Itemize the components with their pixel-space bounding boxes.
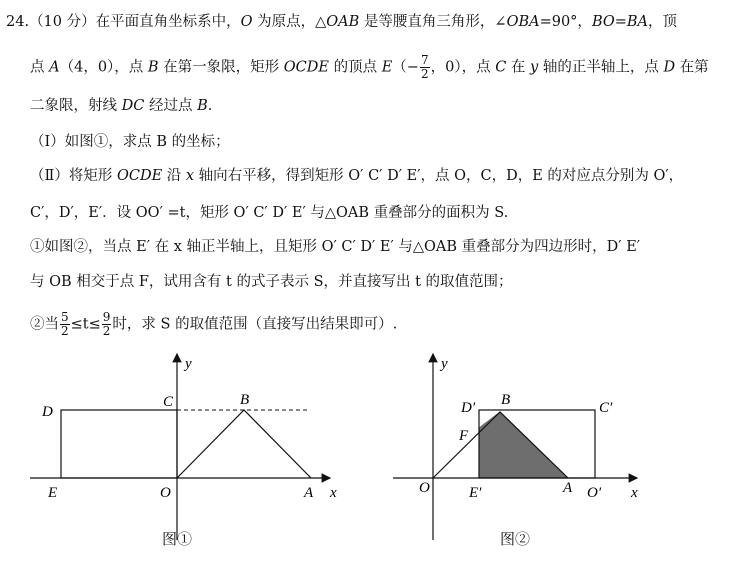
frac-den: 2 <box>420 67 429 81</box>
label-D-prime: D′ <box>461 400 476 416</box>
var: y <box>530 59 539 76</box>
problem-line-3 <box>30 96 212 116</box>
label-F: F <box>459 428 469 444</box>
label-B: B <box>501 392 511 408</box>
text: （− <box>392 59 419 76</box>
label-O: O <box>419 480 430 496</box>
problem-score: （10 分） <box>29 14 96 30</box>
rectangle-ocde <box>61 410 177 478</box>
text: 在第 <box>675 59 709 76</box>
text: 经过点 <box>144 98 198 114</box>
frac-den: 2 <box>61 324 69 338</box>
text: 点 <box>30 59 50 76</box>
label-A: A <box>304 485 314 501</box>
var: B <box>147 59 159 76</box>
text: 二象限，射线 <box>30 98 122 114</box>
var: D <box>663 59 676 76</box>
var: OBA <box>506 14 540 30</box>
text: 时，求 S 的取值范围（直接写出结果即可）. <box>112 316 398 333</box>
figure-1-caption: 图① <box>162 530 193 548</box>
label-O: O <box>160 485 171 501</box>
text: ，顶 <box>648 14 678 30</box>
label-A: A <box>563 480 573 496</box>
frac-num: 9 <box>102 310 111 324</box>
text: （4，0），点 <box>59 59 148 76</box>
var: OCDE <box>283 59 329 76</box>
var: BO=BA <box>591 14 649 30</box>
label-O-prime: O′ <box>587 485 602 501</box>
overlap-region <box>479 412 568 478</box>
frac-num: 7 <box>420 53 429 67</box>
problem-subpart-1: ①如图②，当点 E′ 在 x 轴正半轴上，且矩形 O′ C′ D′ E′ 与△OAB 重叠部分为四边形时，D′ E′ <box>30 239 641 255</box>
label-y: y <box>441 356 448 372</box>
problem-part-2 <box>30 166 683 186</box>
text: 沿 <box>162 168 186 184</box>
label-E: E <box>48 485 58 501</box>
text: . <box>207 98 213 114</box>
figure-2-caption: 图② <box>500 530 531 548</box>
var: A <box>49 59 60 76</box>
text: ，0），点 <box>430 59 496 76</box>
var: OCDE <box>116 168 163 184</box>
text: 的顶点 <box>328 59 382 76</box>
fraction-9-2 <box>102 311 112 338</box>
text: （Ⅱ）将矩形 <box>30 168 117 184</box>
text: =90°， <box>539 14 592 30</box>
var: x <box>185 168 195 184</box>
problem-number: 24. <box>6 14 30 30</box>
var: OAB <box>326 14 360 30</box>
label-E-prime: E′ <box>469 485 482 501</box>
var: O <box>240 14 253 30</box>
text: ②当 <box>30 316 59 333</box>
label-x: x <box>631 485 638 501</box>
text: ≤t≤ <box>70 316 101 333</box>
label-C: C <box>163 394 174 410</box>
text: 在第一象限，矩形 <box>158 59 284 76</box>
label-y: y <box>185 356 192 372</box>
frac-den: 2 <box>102 324 111 338</box>
triangle-oab <box>177 410 311 478</box>
text: 是等腰直角三角形，∠ <box>359 14 507 30</box>
label-x: x <box>330 485 337 501</box>
var: DC <box>121 98 145 114</box>
problem-line-8: 与 OB 相交于点 F，试用含有 t 的式子表示 S，并直接写出 t 的取值范围； <box>30 274 513 290</box>
problem-subpart-2 <box>30 311 397 338</box>
figure-2 <box>385 340 744 561</box>
label-B: B <box>240 392 250 408</box>
label-D: D <box>42 404 53 420</box>
text: 为原点，△ <box>252 14 327 30</box>
var: C <box>495 59 507 76</box>
fraction-5-2 <box>60 311 70 338</box>
var: B <box>197 98 208 114</box>
text: 轴的正半轴上，点 <box>538 59 664 76</box>
problem-line-2 <box>30 54 709 81</box>
label-C-prime: C′ <box>599 400 613 416</box>
problem-part-1: （Ⅰ）如图①，求点 B 的坐标； <box>30 134 230 150</box>
frac-num: 5 <box>61 310 69 324</box>
problem-line-1 <box>6 12 677 32</box>
text: 轴向右平移，得到矩形 O′ C′ D′ E′，点 O，C，D，E 的对应点分别为 O′， <box>194 168 684 184</box>
text: 在平面直角坐标系中， <box>95 14 241 30</box>
var: E <box>381 59 393 76</box>
problem-line-6: C′，D′，E′．设 OO′ =t，矩形 O′ C′ D′ E′ 与△OAB 重叠部分的面积为 S. <box>30 205 509 221</box>
fraction-7-2 <box>420 54 430 81</box>
text: 在 <box>506 59 531 76</box>
